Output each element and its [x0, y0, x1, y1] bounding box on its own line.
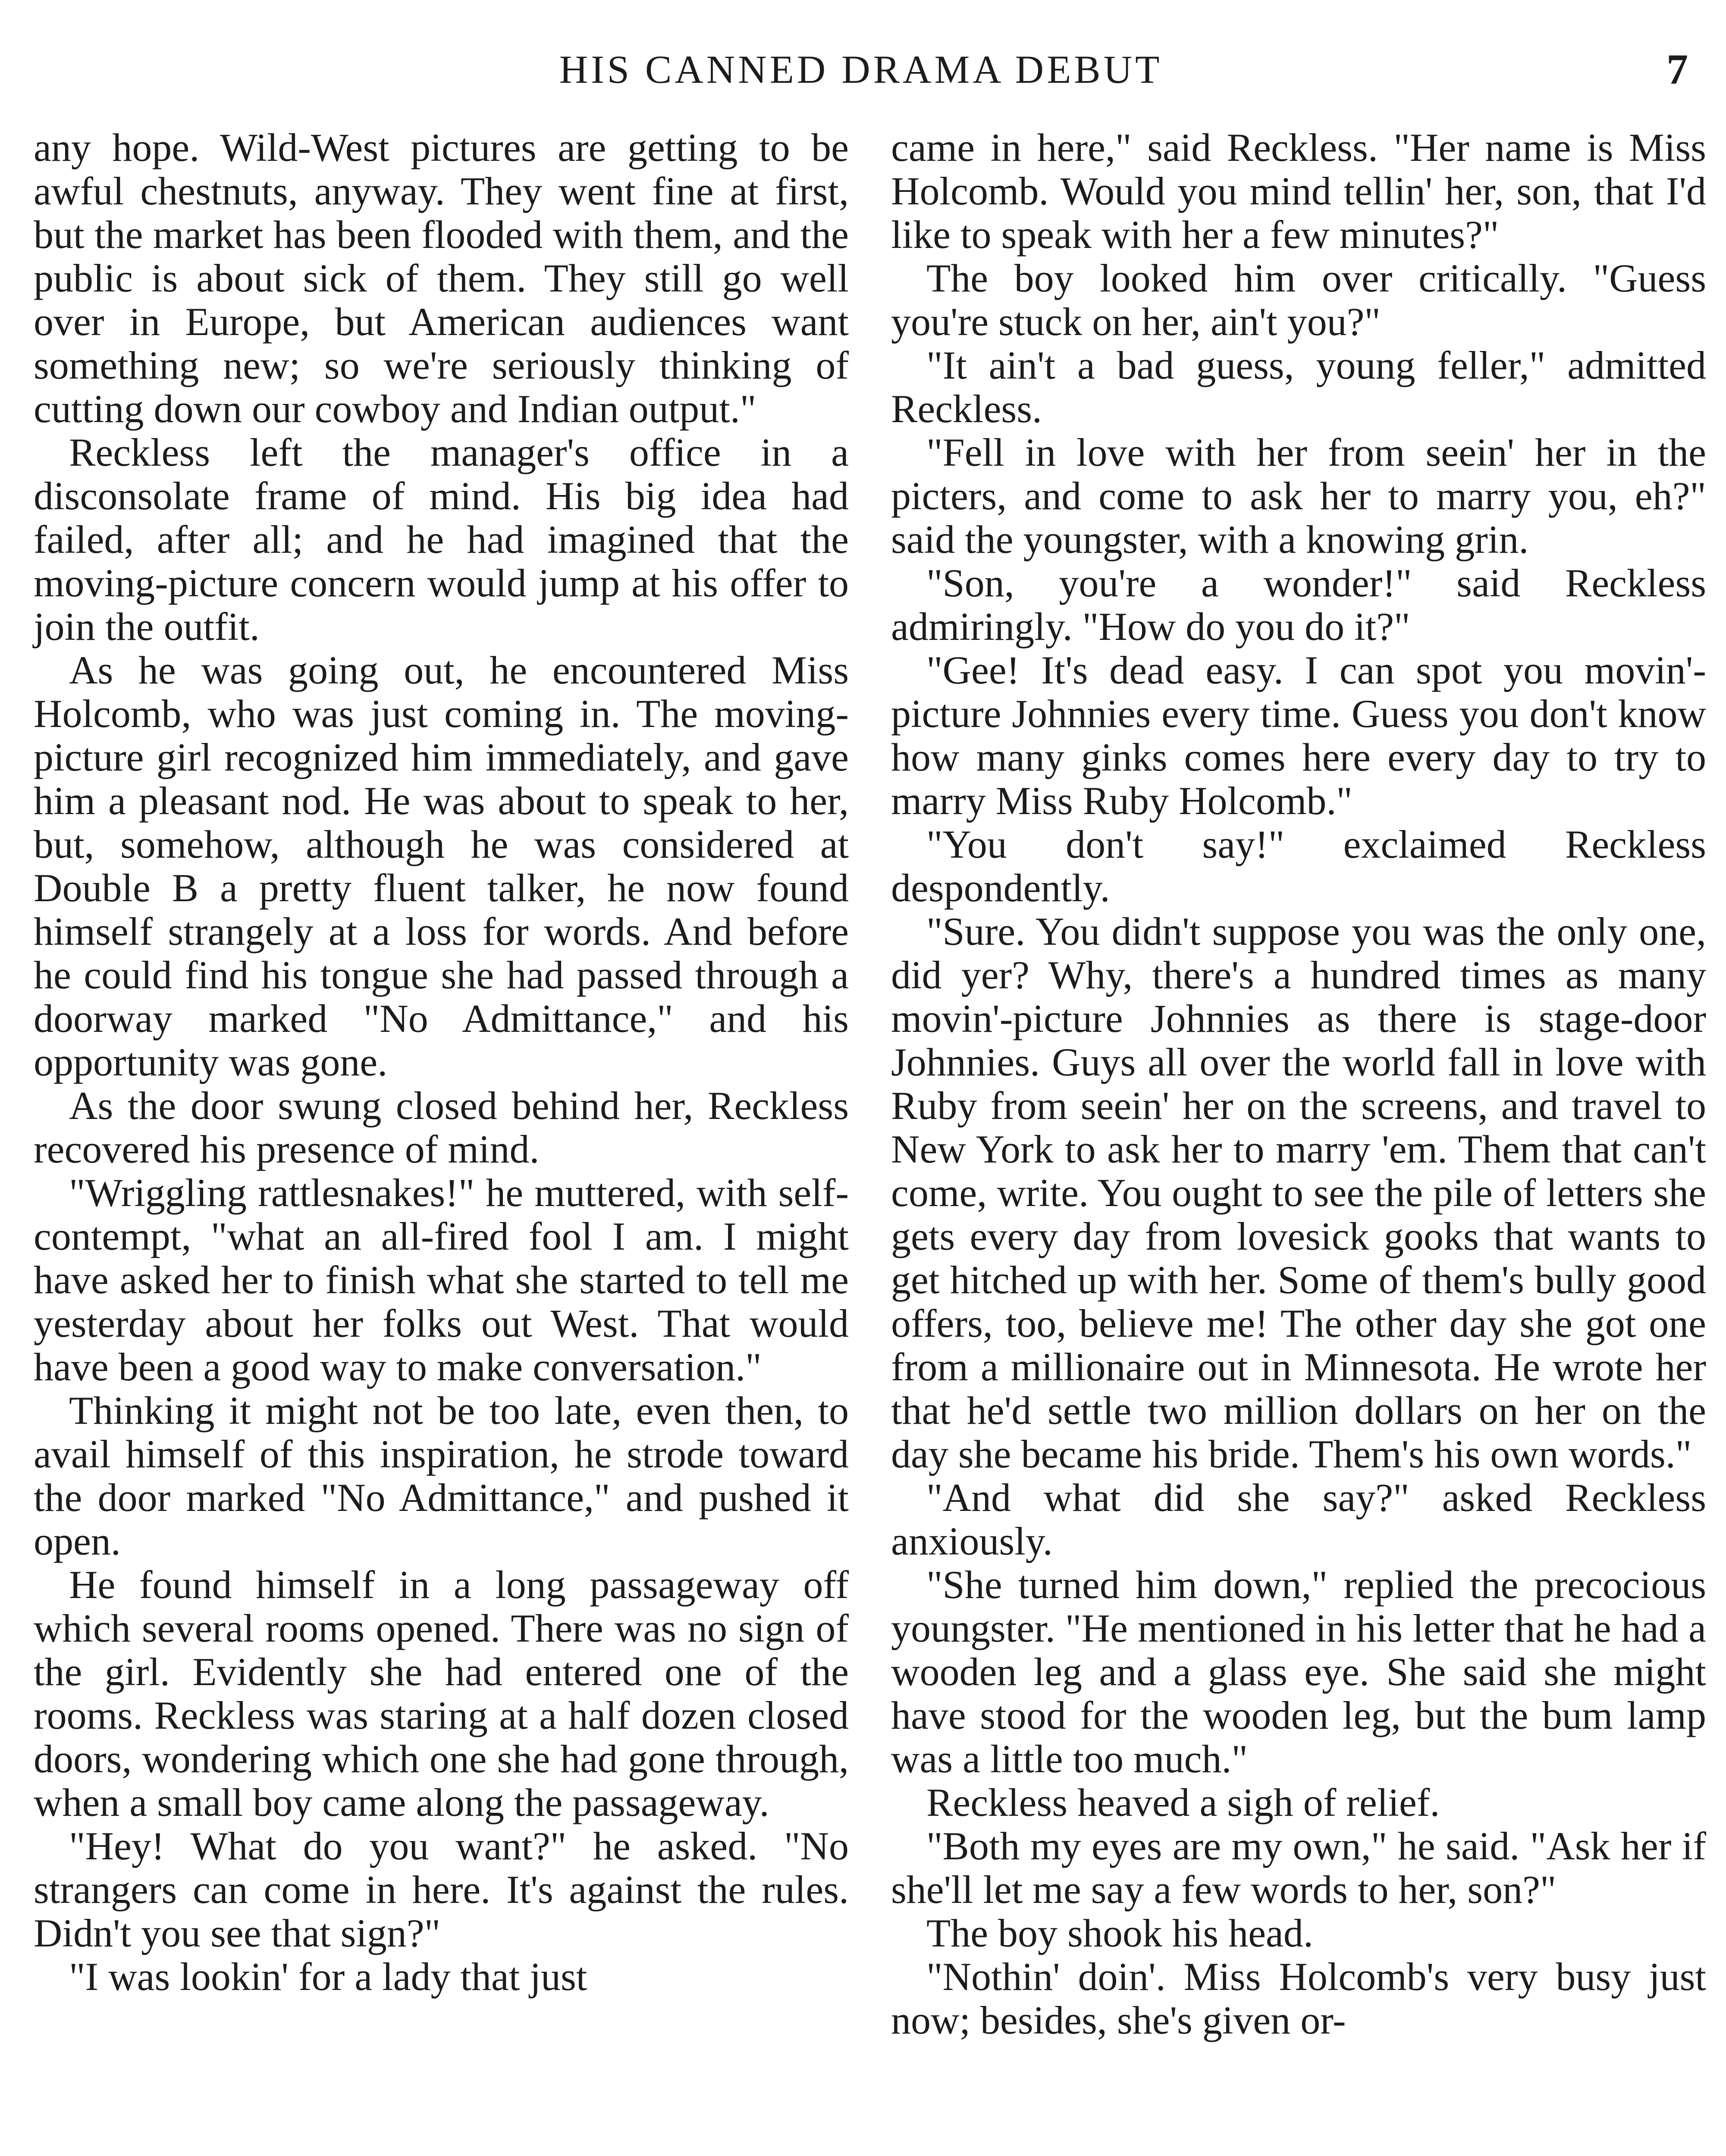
- right-column: [891, 126, 1706, 2042]
- paragraph: "Fell in love with her from seein' her in the picters, and come to ask her to marry you, eh?" said the youngster, with a knowing grin.: [891, 430, 1706, 561]
- paragraph: "And what did she say?" asked Reckless anxiously.: [891, 1476, 1706, 1563]
- paragraph: As the door swung closed behind her, Reckless recovered his presence of mind.: [34, 1084, 849, 1171]
- paragraph: Thinking it might not be too late, even then, to avail himself of this inspiration, he strode toward the door marked "No Admittance," and pushed it open.: [34, 1388, 849, 1563]
- paragraph: "Hey! What do you want?" he asked. "No strangers can come in here. It's against the rules. Didn't you see that sign?": [34, 1824, 849, 1955]
- left-column: [34, 126, 849, 1999]
- paragraph: "Both my eyes are my own," he said. "Ask her if she'll let me say a few words to her, son?": [891, 1824, 1706, 1912]
- running-header: [34, 41, 1688, 97]
- paragraph: "I was lookin' for a lady that just: [69, 1955, 587, 1999]
- paragraph: He found himself in a long passageway off which several rooms opened. There was no sign of the girl. Evidently she had entered one of the rooms. Reckless was staring at a half dozen closed doors, wondering which one she had gone through, when a small boy came along the passageway.: [34, 1563, 849, 1824]
- running-title: HIS CANNED DRAMA DEBUT: [559, 47, 1163, 91]
- paragraph: "You don't say!" exclaimed Reckless despondently.: [891, 822, 1706, 910]
- paragraph: any hope. Wild-West pictures are getting to be awful chestnuts, anyway. They went fine at first, but the market has been flooded with them, and the public is about sick of them. They still go well over in Europe, but American audiences want something new; so we're seriously thinking of cutting down our cowboy and Indian output.": [34, 125, 849, 431]
- paragraph: The boy looked him over critically. "Guess you're stuck on her, ain't you?": [891, 256, 1706, 344]
- page-number: 7: [1666, 45, 1688, 93]
- paragraph: "It ain't a bad guess, young feller," admitted Reckless.: [891, 343, 1706, 431]
- paragraph: came in here," said Reckless. "Her name is Miss Holcomb. Would you mind tellin' her, son, that I'd like to speak with her a few minutes?": [891, 125, 1706, 257]
- paragraph: "She turned him down," replied the precocious youngster. "He mentioned in his letter that he had a wooden leg and a glass eye. She said she might have stood for the wooden leg, but the bum lamp was a little too much.": [891, 1563, 1706, 1781]
- paragraph: Reckless heaved a sigh of relief.: [926, 1780, 1440, 1824]
- paragraph: As he was going out, he encountered Miss Holcomb, who was just coming in. The moving-picture girl recognized him immediately, and gave him a pleasant nod. He was about to speak to her, but, somehow, although he was considered at Double B a pretty fluent talker, he now found himself strangely at a loss for words. And before he could find his tongue she had passed through a doorway marked "No Admittance," and his opportunity was gone.: [34, 648, 849, 1084]
- paragraph: "Gee! It's dead easy. I can spot you movin'-picture Johnnies every time. Guess you don't know how many ginks comes here every day to try to marry Miss Ruby Holcomb.": [891, 648, 1706, 823]
- paragraph: "Nothin' doin'. Miss Holcomb's very busy just now; besides, she's given or-: [891, 1955, 1706, 2042]
- paragraph: "Son, you're a wonder!" said Reckless admiringly. "How do you do it?": [891, 561, 1706, 649]
- paragraph: "Sure. You didn't suppose you was the only one, did yer? Why, there's a hundred times as many movin'-picture Johnnies as there is stage-door Johnnies. Guys all over the world fall in love with Ruby from seein' her on the screens, and travel to New York to ask her to marry 'em. Them that can't come, write. You ought to see the pile of letters she gets every day from lovesick gooks that wants to get hitched up with her. Some of them's bully good offers, too, believe me! The other day she got one from a millionaire out in Minnesota. He wrote her that he'd settle two million dollars on her on the day she became his bride. Them's his own words.": [891, 909, 1706, 1476]
- paragraph: Reckless left the manager's office in a disconsolate frame of mind. His big idea had failed, after all; and he had imagined that the moving-picture concern would jump at his offer to join the outfit.: [34, 430, 849, 649]
- paragraph: The boy shook his head.: [926, 1911, 1313, 1955]
- paragraph: "Wriggling rattlesnakes!" he muttered, with self-contempt, "what an all-fired fool I am. I might have asked her to finish what she started to tell me yesterday about her folks out West. That would have been a good way to make conversation.": [34, 1171, 849, 1389]
